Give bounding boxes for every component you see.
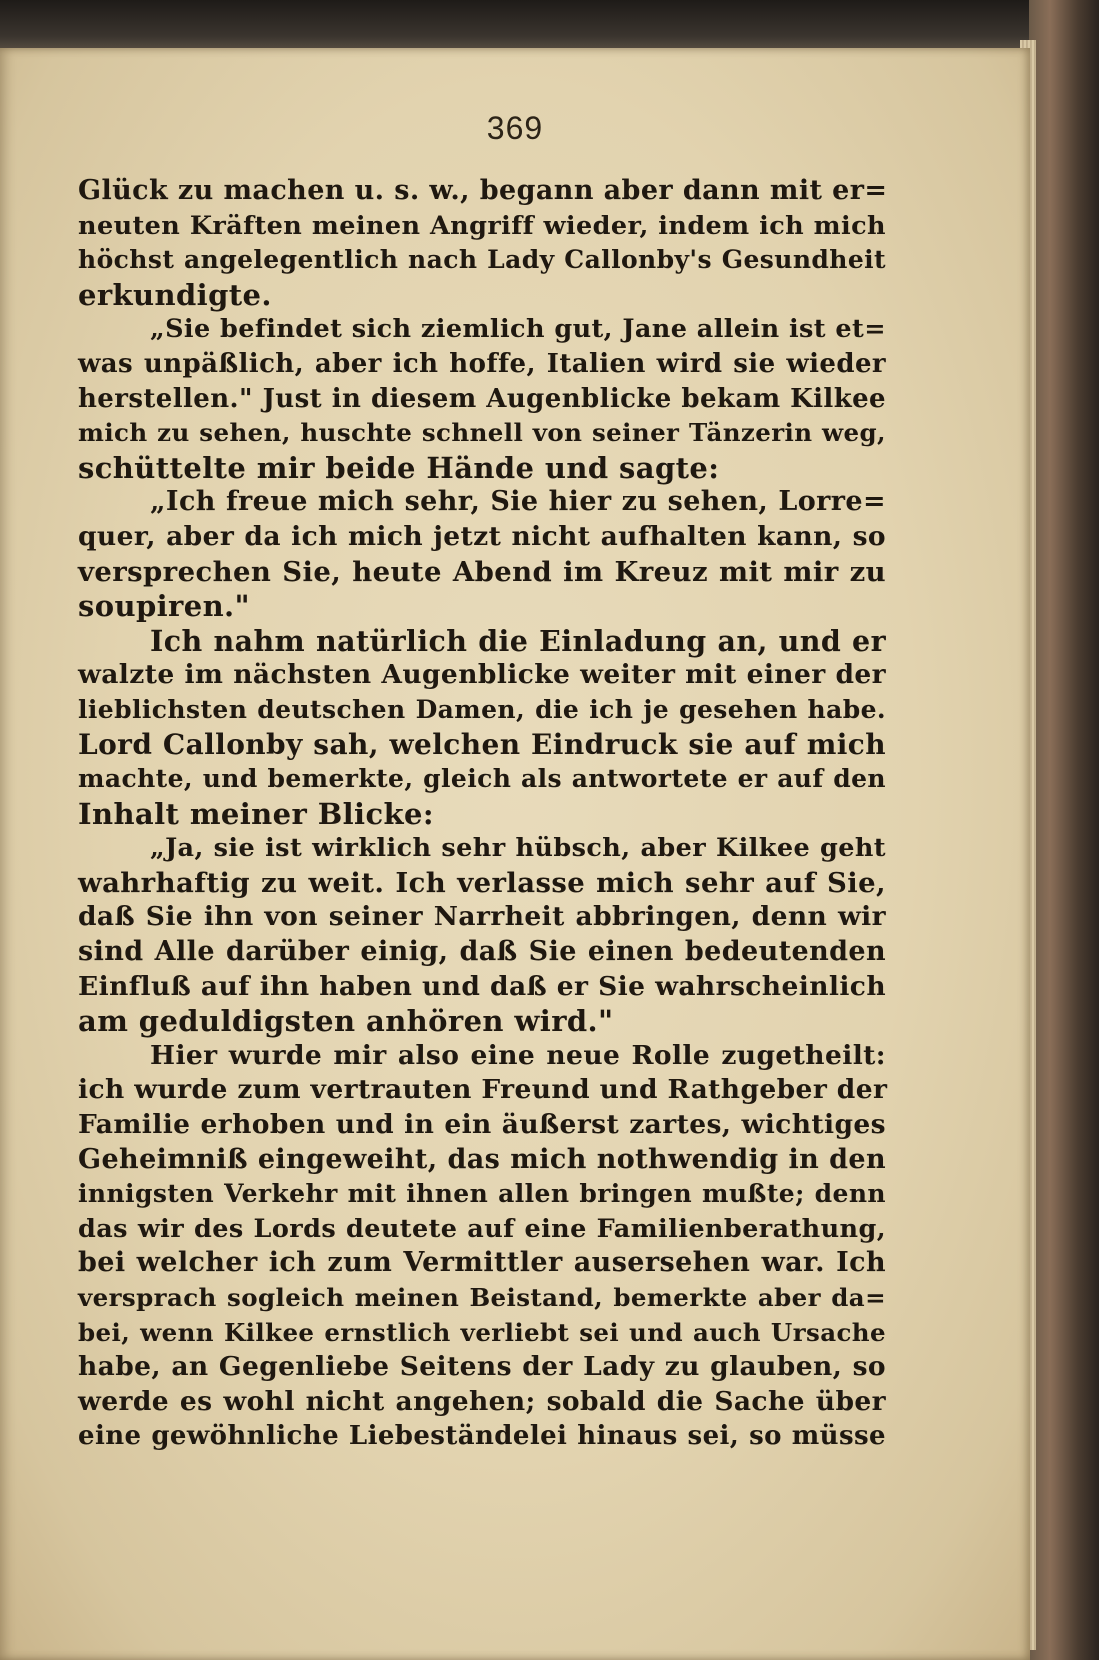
text-line: wahrhaftig zu weit. Ich verlasse mich sehr auf Sie, <box>78 866 886 899</box>
text-line: Lord Callonby sah, welchen Eindruck sie auf mich <box>78 727 886 761</box>
text-line: Hier wurde mir also eine neue Rolle zugetheilt: <box>150 1039 886 1071</box>
text-line: quer, aber da ich mich jetzt nicht aufhalten kann, so <box>78 520 886 552</box>
text-line: was unpäßlich, aber ich hoffe, Italien wird sie wieder <box>78 348 886 379</box>
text-line: Geheimniß eingeweiht, das mich nothwendig in den <box>78 1143 886 1175</box>
text-line: herstellen." Just in diesem Augenblicke bekam Kilkee <box>78 383 886 414</box>
text-line: sind Alle darüber einig, daß Sie einen bedeutenden <box>78 936 886 968</box>
text-line: „Ich freue mich sehr, Sie hier zu sehen, Lorre= <box>150 486 886 518</box>
book-page <box>0 48 1030 1660</box>
text-line: bei welcher ich zum Vermittler ausersehen war. Ich <box>78 1247 886 1279</box>
text-line: versprechen Sie, heute Abend im Kreuz mit mir zu <box>78 555 886 588</box>
text-line: Ich nahm natürlich die Einladung an, und er <box>150 623 886 658</box>
book-cover-edge <box>1029 0 1099 1660</box>
text-line: Glück zu machen u. s. w., begann aber dann mit er= <box>78 175 888 206</box>
text-line: Inhalt meiner Blicke: <box>78 796 434 831</box>
text-line: Einfluß auf ihn haben und daß er Sie wahrscheinlich <box>78 970 886 1002</box>
text-line: erkundigte. <box>78 277 272 312</box>
text-line: walzte im nächsten Augenblicke weiter mit einer der <box>78 659 886 691</box>
text-line: am geduldigsten anhören wird." <box>78 1004 614 1039</box>
text-line: neuten Kräften meinen Angriff wieder, indem ich mich <box>78 210 886 241</box>
text-line: höchst angelegentlich nach Lady Callonby's Gesundheit <box>78 245 886 275</box>
text-line: „Ja, sie ist wirklich sehr hübsch, aber Kilkee geht <box>150 833 886 864</box>
text-line: schüttelte mir beide Hände und sagte: <box>78 450 720 485</box>
text-line: Familie erhoben und in ein äußerst zartes, wichtiges <box>78 1109 886 1141</box>
text-line: mich zu sehen, huschte schnell von seiner Tänzerin weg, <box>78 418 886 448</box>
text-line: daß Sie ihn von seiner Narrheit abbringen, denn wir <box>78 901 886 933</box>
text-line: das wir des Lords deutete auf eine Familienberathung, <box>78 1213 886 1244</box>
text-line: habe, an Gegenliebe Seitens der Lady zu glauben, so <box>78 1351 886 1383</box>
text-line: machte, und bemerkte, gleich als antwortete er auf den <box>78 764 886 794</box>
page-number: 369 <box>486 110 544 146</box>
text-line: versprach sogleich meinen Beistand, bemerkte aber da= <box>78 1283 886 1312</box>
text-line: lieblichsten deutschen Damen, die ich je gesehen habe. <box>78 694 886 724</box>
body-text <box>78 174 886 1454</box>
text-line: „Sie befindet sich ziemlich gut, Jane allein ist et= <box>150 314 886 345</box>
text-line: eine gewöhnliche Liebeständelei hinaus sei, so müsse <box>78 1421 886 1452</box>
text-line: soupiren." <box>78 589 251 624</box>
text-line: bei, wenn Kilkee ernstlich verliebt sei und auch Ursache <box>78 1317 886 1347</box>
text-line: innigsten Verkehr mit ihnen allen bringen mußte; denn <box>78 1179 886 1209</box>
text-line: werde es wohl nicht angehen; sobald die Sache über <box>78 1385 886 1417</box>
text-line: ich wurde zum vertrauten Freund und Rathgeber der <box>78 1074 888 1106</box>
